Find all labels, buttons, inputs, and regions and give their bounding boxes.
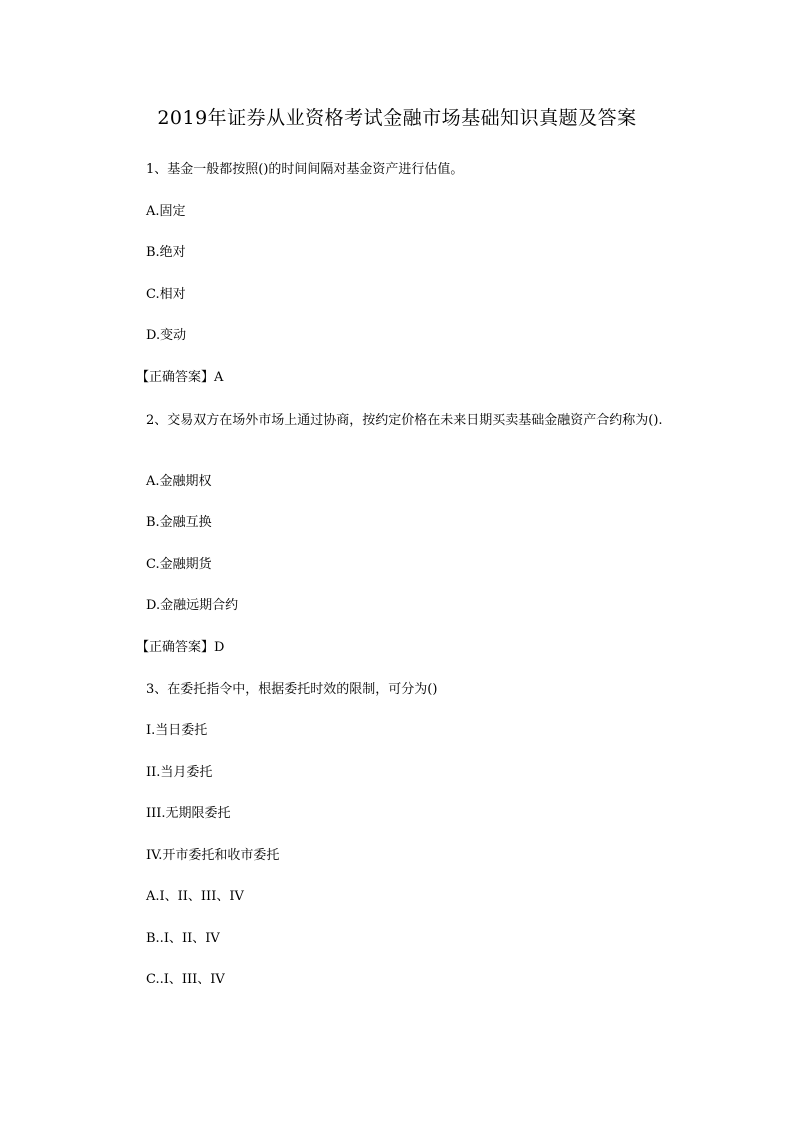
question-3-option-c: C..I、III、IV: [146, 972, 225, 987]
question-2-answer: 【正确答案】D: [136, 640, 225, 655]
question-2-option-b: B.金融互换: [146, 515, 212, 530]
question-2-option-a: A.金融期权: [146, 474, 212, 489]
question-1-option-c: C.相对: [146, 287, 186, 302]
question-3-stem: 3、在委托指令中，根据委托时效的限制，可分为(): [146, 682, 438, 697]
question-3-option-a: A.I、II、III、IV: [146, 889, 244, 904]
question-1-option-a: A.固定: [146, 204, 186, 219]
question-2-stem: 2、交易双方在场外市场上通过协商，按约定价格在未来日期买卖基础金融资产合约称为().: [146, 413, 663, 428]
question-2-option-c: C.金融期货: [146, 557, 212, 572]
question-1-option-d: D.变动: [146, 328, 187, 343]
question-2-option-d: D.金融远期合约: [146, 598, 239, 613]
question-1-stem: 1、基金一般都按照()的时间间隔对基金资产进行估值。: [146, 162, 464, 177]
question-3-option-b: B..I、II、IV: [146, 931, 220, 946]
question-3-item-3: III.无期限委托: [146, 806, 231, 821]
question-1-option-b: B.绝对: [146, 245, 186, 260]
question-3-item-2: II.当月委托: [146, 765, 213, 780]
question-1-answer: 【正确答案】A: [136, 370, 224, 385]
question-3-item-1: I.当日委托: [146, 723, 208, 738]
page-title: 2019年证券从业资格考试金融市场基础知识真题及答案: [157, 107, 637, 129]
question-3-item-4: IV.开市委托和收市委托: [146, 848, 280, 863]
